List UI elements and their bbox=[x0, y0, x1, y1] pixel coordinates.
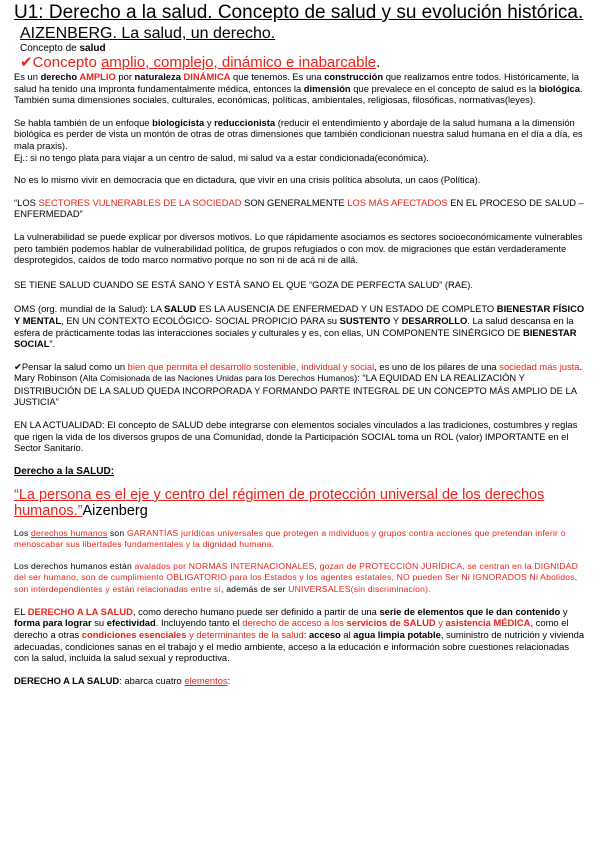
section-heading-derecho-salud: Derecho a la SALUD: bbox=[14, 465, 115, 477]
paragraph-oms-definition: OMS (org. mundial de la Salud): LA SALUD ES LA AUSENCIA DE ENFERMEDAD Y UN ESTADO DE COMPLETO BIENESTAR FÍSICO Y MENTAL, EN UN CONTEXTO ECOLÓGICO- SOCIAL PROPICIO PARA su SUSTENTO Y DESARROLLO. La salud descansa en la esfera de prácticamente todas las interacciones sociales y culturales y es, con ellas, UN COMPONENTE SINÉRGICO DE BIENESTAR SOCIAL”. bbox=[14, 303, 585, 350]
concept-label-bold: salud bbox=[79, 43, 106, 54]
concept-main-end: . bbox=[376, 54, 381, 71]
paragraph-actualidad: EN LA ACTUALIDAD: El concepto de SALUD debe integrarse con elementos sociales vinculados a las tradiciones, costumbres y reglas que rigen la vida de los diversos grupos de una Comunidad, donde la Participación SOCIAL toma un ROL (valor) IMPORTANTE en el Sector Sanitario. bbox=[14, 419, 578, 454]
aizenberg-quote bbox=[14, 487, 586, 519]
quote-text: “La persona es el eje y centro del régimen de protección universal de los derechos humanos.” bbox=[14, 486, 545, 519]
concept-main-underlined: amplio, complejo, dinámico e inabarcable bbox=[100, 54, 377, 71]
concept-main bbox=[20, 55, 586, 71]
concept-main-text: Concepto bbox=[32, 54, 101, 71]
page-subtitle: AIZENBERG. La salud, un derecho. bbox=[20, 25, 276, 42]
concept-label-text: Concepto de bbox=[20, 43, 80, 54]
paragraph-enfoque-biologicista: Se habla también de un enfoque biologicista y reduccionista (reducir el entendimiento y abordaje de la salud humana a la dimensión biológica es perder de vista un montón de otras de otras dimensiones que también condicionan nuestra salud humana en el día a día, es mala praxis). Ej.: si no tengo plata para viajar a un centro de salud, mi salud va a estar condicionada(económica). bbox=[14, 116, 583, 163]
quote-author: Aizenberg bbox=[82, 502, 148, 519]
checkmark-icon: ✔ bbox=[20, 54, 33, 71]
paragraph-cuatro-elementos: DERECHO A LA SALUD: abarca cuatro elementos: bbox=[14, 674, 231, 686]
paragraph-vulnerabilidad: La vulnerabilidad se puede explicar por diversos motivos. Lo que rápidamente asociamos es sectores socioeconómicamente vulnerables pero también podemos hablar de vulnerabilidad política, de grupos refugiados o con mov. de migraciones que están verdaderamente desprotegidos, caídos de todo marco normativo porque no son ni de acá ni de allá. bbox=[14, 230, 583, 266]
paragraph-derecho-a-la-salud: EL DERECHO A LA SALUD, como derecho humano puede ser definido a partir de una serie de elementos que le dan contenido y forma para lograr su efectividad. Incluyendo tanto el derecho de acceso a los servicios de SALUD y asistencia MÉDICA, como el derecho a otras condiciones esenciales y determinantes de la salud: acceso al agua limpia potable, suministro de nutrición y vivienda adecuadas, condiciones sanas en el trabajo y el medio ambiente, acceso a la educación e información sobre cuestiones relacionadas con la salud, incluida la salud sexual y reproductiva. bbox=[14, 605, 585, 664]
paragraph-derechos-humanos-garantias: Los derechos humanos son GARANTÍAS jurídicas universales que protegen a individuos y grupos contra acciones que pretendan inferir o menoscabar sus libertades fundamentales y la dignidad humana. bbox=[14, 527, 566, 550]
paragraph-pensar-salud: ✔Pensar la salud como un bien que permita el desarrollo sostenible, individual y social, es uno de los pilares de una sociedad más justa. Mary Robinson (Alta Comisionada de las Naciones Unidas para los Derechos Humanos): “LA EQUIDAD EN LA REALIZACIÓN Y DISTRIBUCIÓN DE LA SALUD QUEDA INCORPORADA Y FORMANDO PARTE INTEGRAL DE UN CONCEPTO MÁS AMPLIO DE LA JUSTICIA” bbox=[14, 360, 583, 408]
paragraph-sectores-vulnerables: “LOS SECTORES VULNERABLES DE LA SOCIEDAD SON GENERALMENTE LOS MÁS AFECTADOS EN EL PROCESO DE SALUD – ENFERMEDAD” bbox=[14, 196, 584, 220]
paragraph-derechos-humanos-avalados: Los derechos humanos están avalados por NORMAS INTERNACIONALES, gozan de PROTECCIÓN JURÍDICA, se centran en la DIGNIDAD del ser humano, son de cumplimiento OBLIGATORIO para los Estados y los agentes estatales, NO pueden Ser Ni IGNORADOS Ni Abolidos, son interdependientes y están relacionadas entre sí, además de ser UNIVERSALES(sin discriminacion). bbox=[14, 561, 578, 594]
page-title: U1: Derecho a la salud. Concepto de salud y su evolución histórica. bbox=[14, 2, 584, 23]
checkmark-icon: ✔ bbox=[14, 360, 22, 372]
paragraph-derecho-amplio: Es un derecho AMPLIO por naturaleza DINÁMICA que tenemos. Es una construcción que realizamos entre todos. Históricamente, la salud ha tenido una impronta fundamentalmente médica, entonces la dimensión que prevalece en el concepto de salud es la biológica. También suma dimensiones sociales, culturales, económicas, políticas, ambientales, religiosas, filosóficas, normativas(leyes). bbox=[14, 71, 583, 106]
paragraph-democracia: No es lo mismo vivir en democracia que en dictadura, que vivir en una crisis política absoluta, un caos (Política). bbox=[14, 174, 481, 186]
paragraph-rae-definition: SE TIENE SALUD CUANDO SE ESTÁ SANO Y ESTÁ SANO EL QUE “GOZA DE PERFECTA SALUD” (RAE). bbox=[14, 278, 473, 290]
